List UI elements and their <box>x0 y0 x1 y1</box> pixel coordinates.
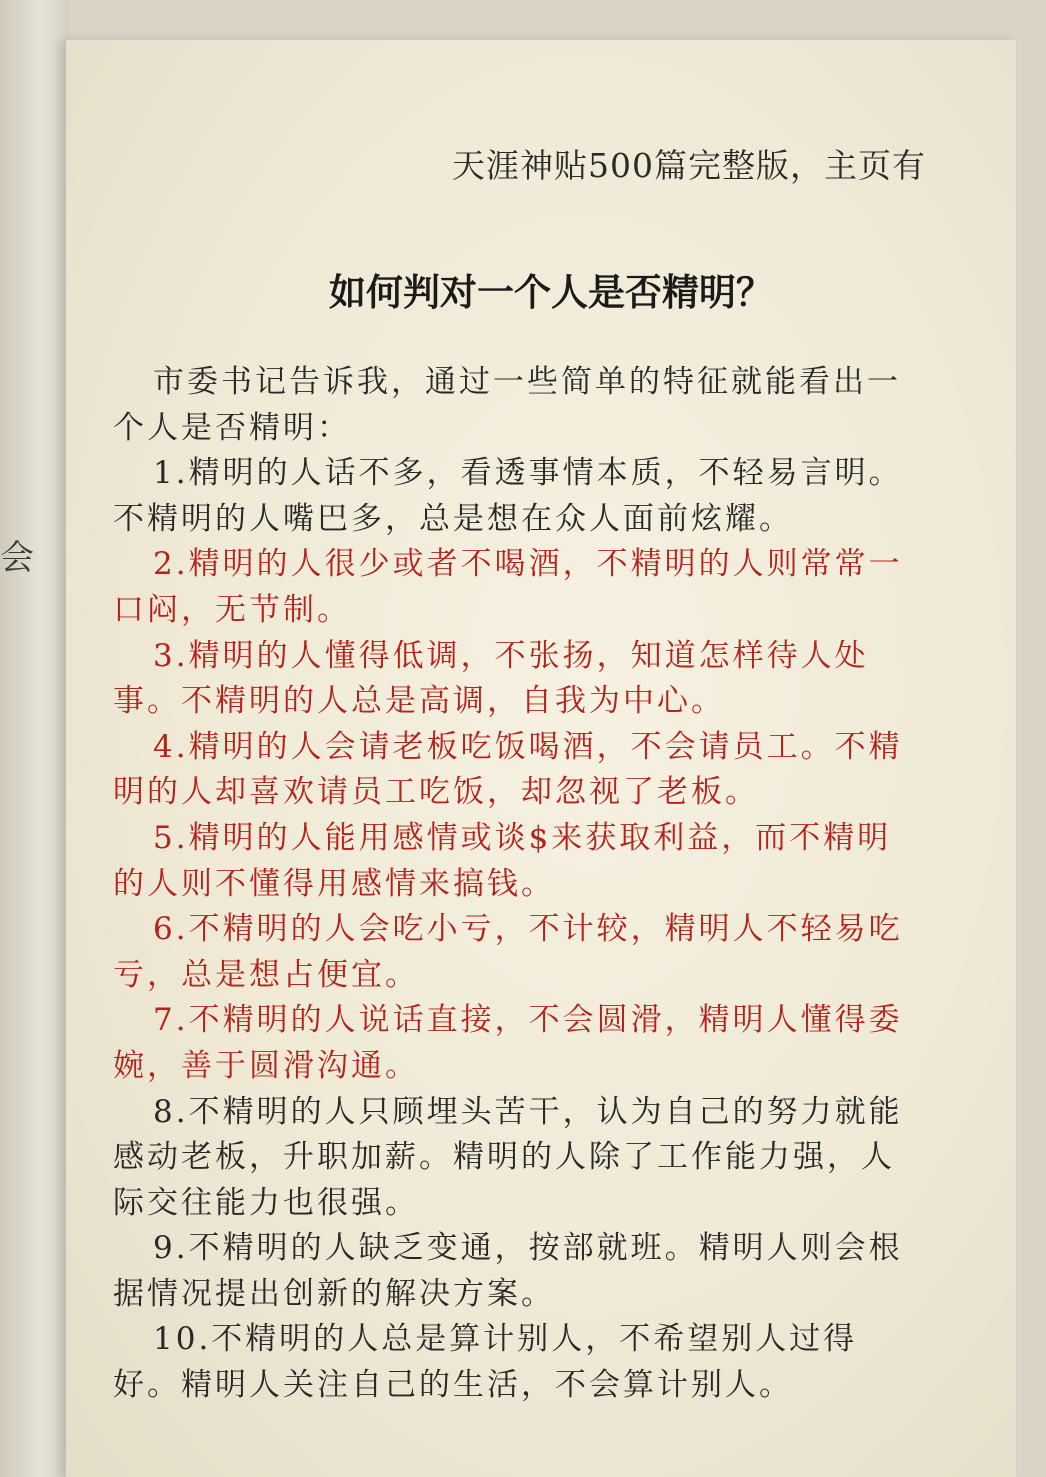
intro-paragraph: 市委书记告诉我，通过一些简单的特征就能看出一个人是否精明： <box>113 364 901 446</box>
adjacent-page-edge <box>0 0 70 1477</box>
list-item-6: 6.不精明的人会吃小亏，不计较，精明人不轻易吃亏，总是想占便宜。 <box>113 911 903 993</box>
list-item-9: 9.不精明的人缺乏变通，按部就班。精明人则会根据情况提出创新的解决方案。 <box>113 1230 903 1312</box>
list-item-3: 3.精明的人懂得低调，不张扬，知道怎样待人处事。不精明的人总是高调，自我为中心。 <box>113 637 869 720</box>
list-item-5: 5.精明的人能用感情或谈$来获取利益，而不精明的人则不懂得用感情来搞钱。 <box>113 819 892 902</box>
adjacent-page-character: 会 <box>0 538 34 578</box>
list-item-2: 2.精明的人很少或者不喝酒，不精明的人则常常一口闷，无节制。 <box>113 546 903 628</box>
list-item-10: 10.不精明的人总是算计别人，不希望别人过得好。精明人关注自己的生活，不会算计别人。 <box>113 1321 858 1404</box>
list-item-8: 8.不精明的人只顾埋头苦干，认为自己的努力就能感动老板，升职加薪。精明的人除了工作能力强，人际交往能力也很强。 <box>113 1093 903 1221</box>
list-item-1: 1.精明的人话不多，看透事情本质，不轻易言明。不精明的人嘴巴多，总是想在众人面前炫耀。 <box>113 455 903 537</box>
list-item-4: 4.精明的人会请老板吃饭喝酒，不会请员工。不精明的人却喜欢请员工吃饭，却忽视了老板。 <box>113 728 903 811</box>
article-body <box>113 360 913 1409</box>
list-item-7: 7.不精明的人说话直接，不会圆滑，精明人懂得委婉，善于圆滑沟通。 <box>113 1002 903 1084</box>
header-note: 天涯神贴500篇完整版，主页有 <box>452 146 926 185</box>
page-title: 如何判对一个人是否精明？ <box>329 271 773 314</box>
